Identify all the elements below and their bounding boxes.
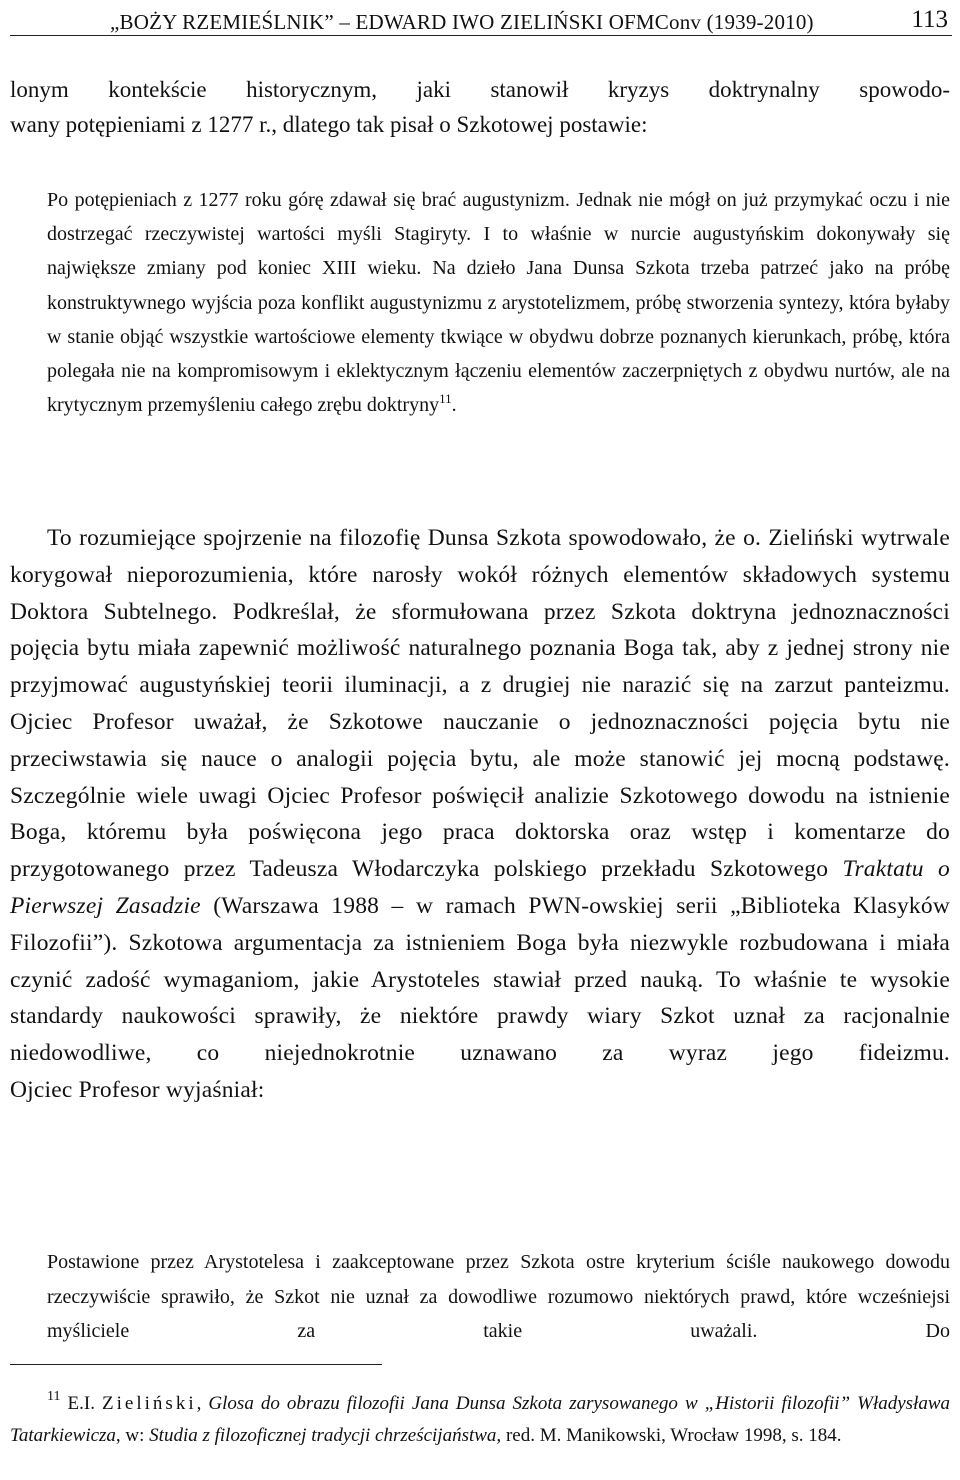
quote1-end: . <box>451 394 457 417</box>
footnote-sep: , <box>196 1393 202 1414</box>
main-paragraph <box>10 520 950 1109</box>
footnote-separator <box>10 1364 382 1365</box>
book-title-italic: Traktatu o Pierwszej Zasadzie <box>10 856 950 919</box>
intro-line-2: wany potępieniami z 1277 r., dlatego tak pisał o Szkotowej postawie: <box>10 112 648 137</box>
footnote-sep2: , w: <box>115 1425 145 1446</box>
main-text-b: (Warszawa 1988 – w ramach PWN-owskiej serii „Biblioteka Klasyków Filozofii”). Szkotowa argumentacja za istnieniem Boga była niezwykle rozbudowana i miała czynić zadość wymaganiom, jakie Arystoteles stawiał przed nauką. To właśnie te wysokie standardy naukowości sprawiły, że niektóre prawdy wiary Szkot uznał za racjonalnie niedowodliwe, co niejednokrotnie uznawano za wyraz jego fideizmu. <box>10 892 950 1067</box>
footnote-rest: red. M. Manikowski, Wrocław 1998, s. 184. <box>505 1425 842 1446</box>
intro-paragraph <box>10 72 950 142</box>
footnote-ref-11[interactable]: 11 <box>439 391 452 407</box>
block-quote-1 <box>47 183 950 422</box>
running-title: „BOŻY RZEMIEŚLNIK” – EDWARD IWO ZIELIŃSKI OFMConv (1939-2010) <box>110 10 814 34</box>
main-last-line: Ojciec Profesor wyjaśniał: <box>10 1076 265 1103</box>
running-header <box>10 4 952 36</box>
footnote-11 <box>10 1388 950 1452</box>
main-text-a: To rozumiejące spojrzenie na filozofię Dunsa Szkota spowodowało, że o. Zieliński wytrwale korygował nieporozumienia, które narosły wokół różnych elementów składowych systemu Doktora Subtelnego. Podkreślał, że sformułowana przez Szkota doktryna jednoznaczności pojęcia bytu miała zapewnić możliwość naturalnego poznania Boga tak, aby z jednej strony nie przyjmować augustyńskiej teorii iluminacji, a z drugiej nie narazić się na zarzut panteizmu. Ojciec Profesor uważał, że Szkotowe nauczanie o jednoznaczności pojęcia bytu nie przeciwstawia się nauce o analogii pojęcia bytu, ale może stanowić jej mocną podstawę. Szczególnie wiele uwagi Ojciec Profesor poświęcił analizie Szkotowego dowodu na istnienie Boga, któremu była poświęcona jego praca doktorska oraz wstęp i komentarze do przygotowanego przez Tadeusza Włodarczyka polskiego przekładu Szkotowego <box>10 525 950 883</box>
footnote-number: 11 <box>47 1389 61 1404</box>
footnote-author: Zieliński <box>102 1393 197 1414</box>
footnote-prefix: E.I. <box>67 1393 95 1414</box>
page-number: 113 <box>911 6 948 33</box>
quote2-text: Postawione przez Arystotelesa i zaakceptowane przez Szkota ostre kryterium ściśle naukowego dowodu rzeczywiście sprawiło, że Szkot nie uznał za dowodliwe rozumowo niektórych prawd, które wcześniejsi myśliciele za takie uważali. Do <box>47 1251 950 1342</box>
block-quote-2 <box>47 1245 950 1349</box>
quote1-text: Po potępieniach z 1277 roku górę zdawał się brać augustynizm. Jednak nie mógł on już przymykać oczu i nie dostrzegać rzeczywistej wartości myśli Stagiryty. I to właśnie w nurcie augustyńskim dokonywały się największe zmiany pod koniec XIII wieku. Na dzieło Jana Dunsa Szkota trzeba patrzeć jako na próbę konstruktywnego wyjścia poza konflikt augustynizmu z arystotelizmem, próbę stworzenia syntezy, która byłaby w stanie objąć wszystkie wartościowe elementy tkwiące w obydwu dobrze poznanych kierunkach, próbę, która polegała nie na kompromisowym i eklektycznym łączeniu elementów zaczerpniętych z obydwu nurtów, ale na krytycznym przemyśleniu całego zrębu doktryny <box>47 189 950 417</box>
intro-line-1: lonym kontekście historycznym, jaki stanowił kryzys doktrynalny spowodo- <box>10 77 950 102</box>
footnote-title: Glosa do obrazu filozofii Jana Dunsa Szkota zarysowanego w „Historii filozofii” Władysława Tatarkiewicza <box>10 1393 951 1446</box>
footnote-collection: Studia z filozoficznej tradycji chrześcijaństwa, <box>149 1425 502 1446</box>
